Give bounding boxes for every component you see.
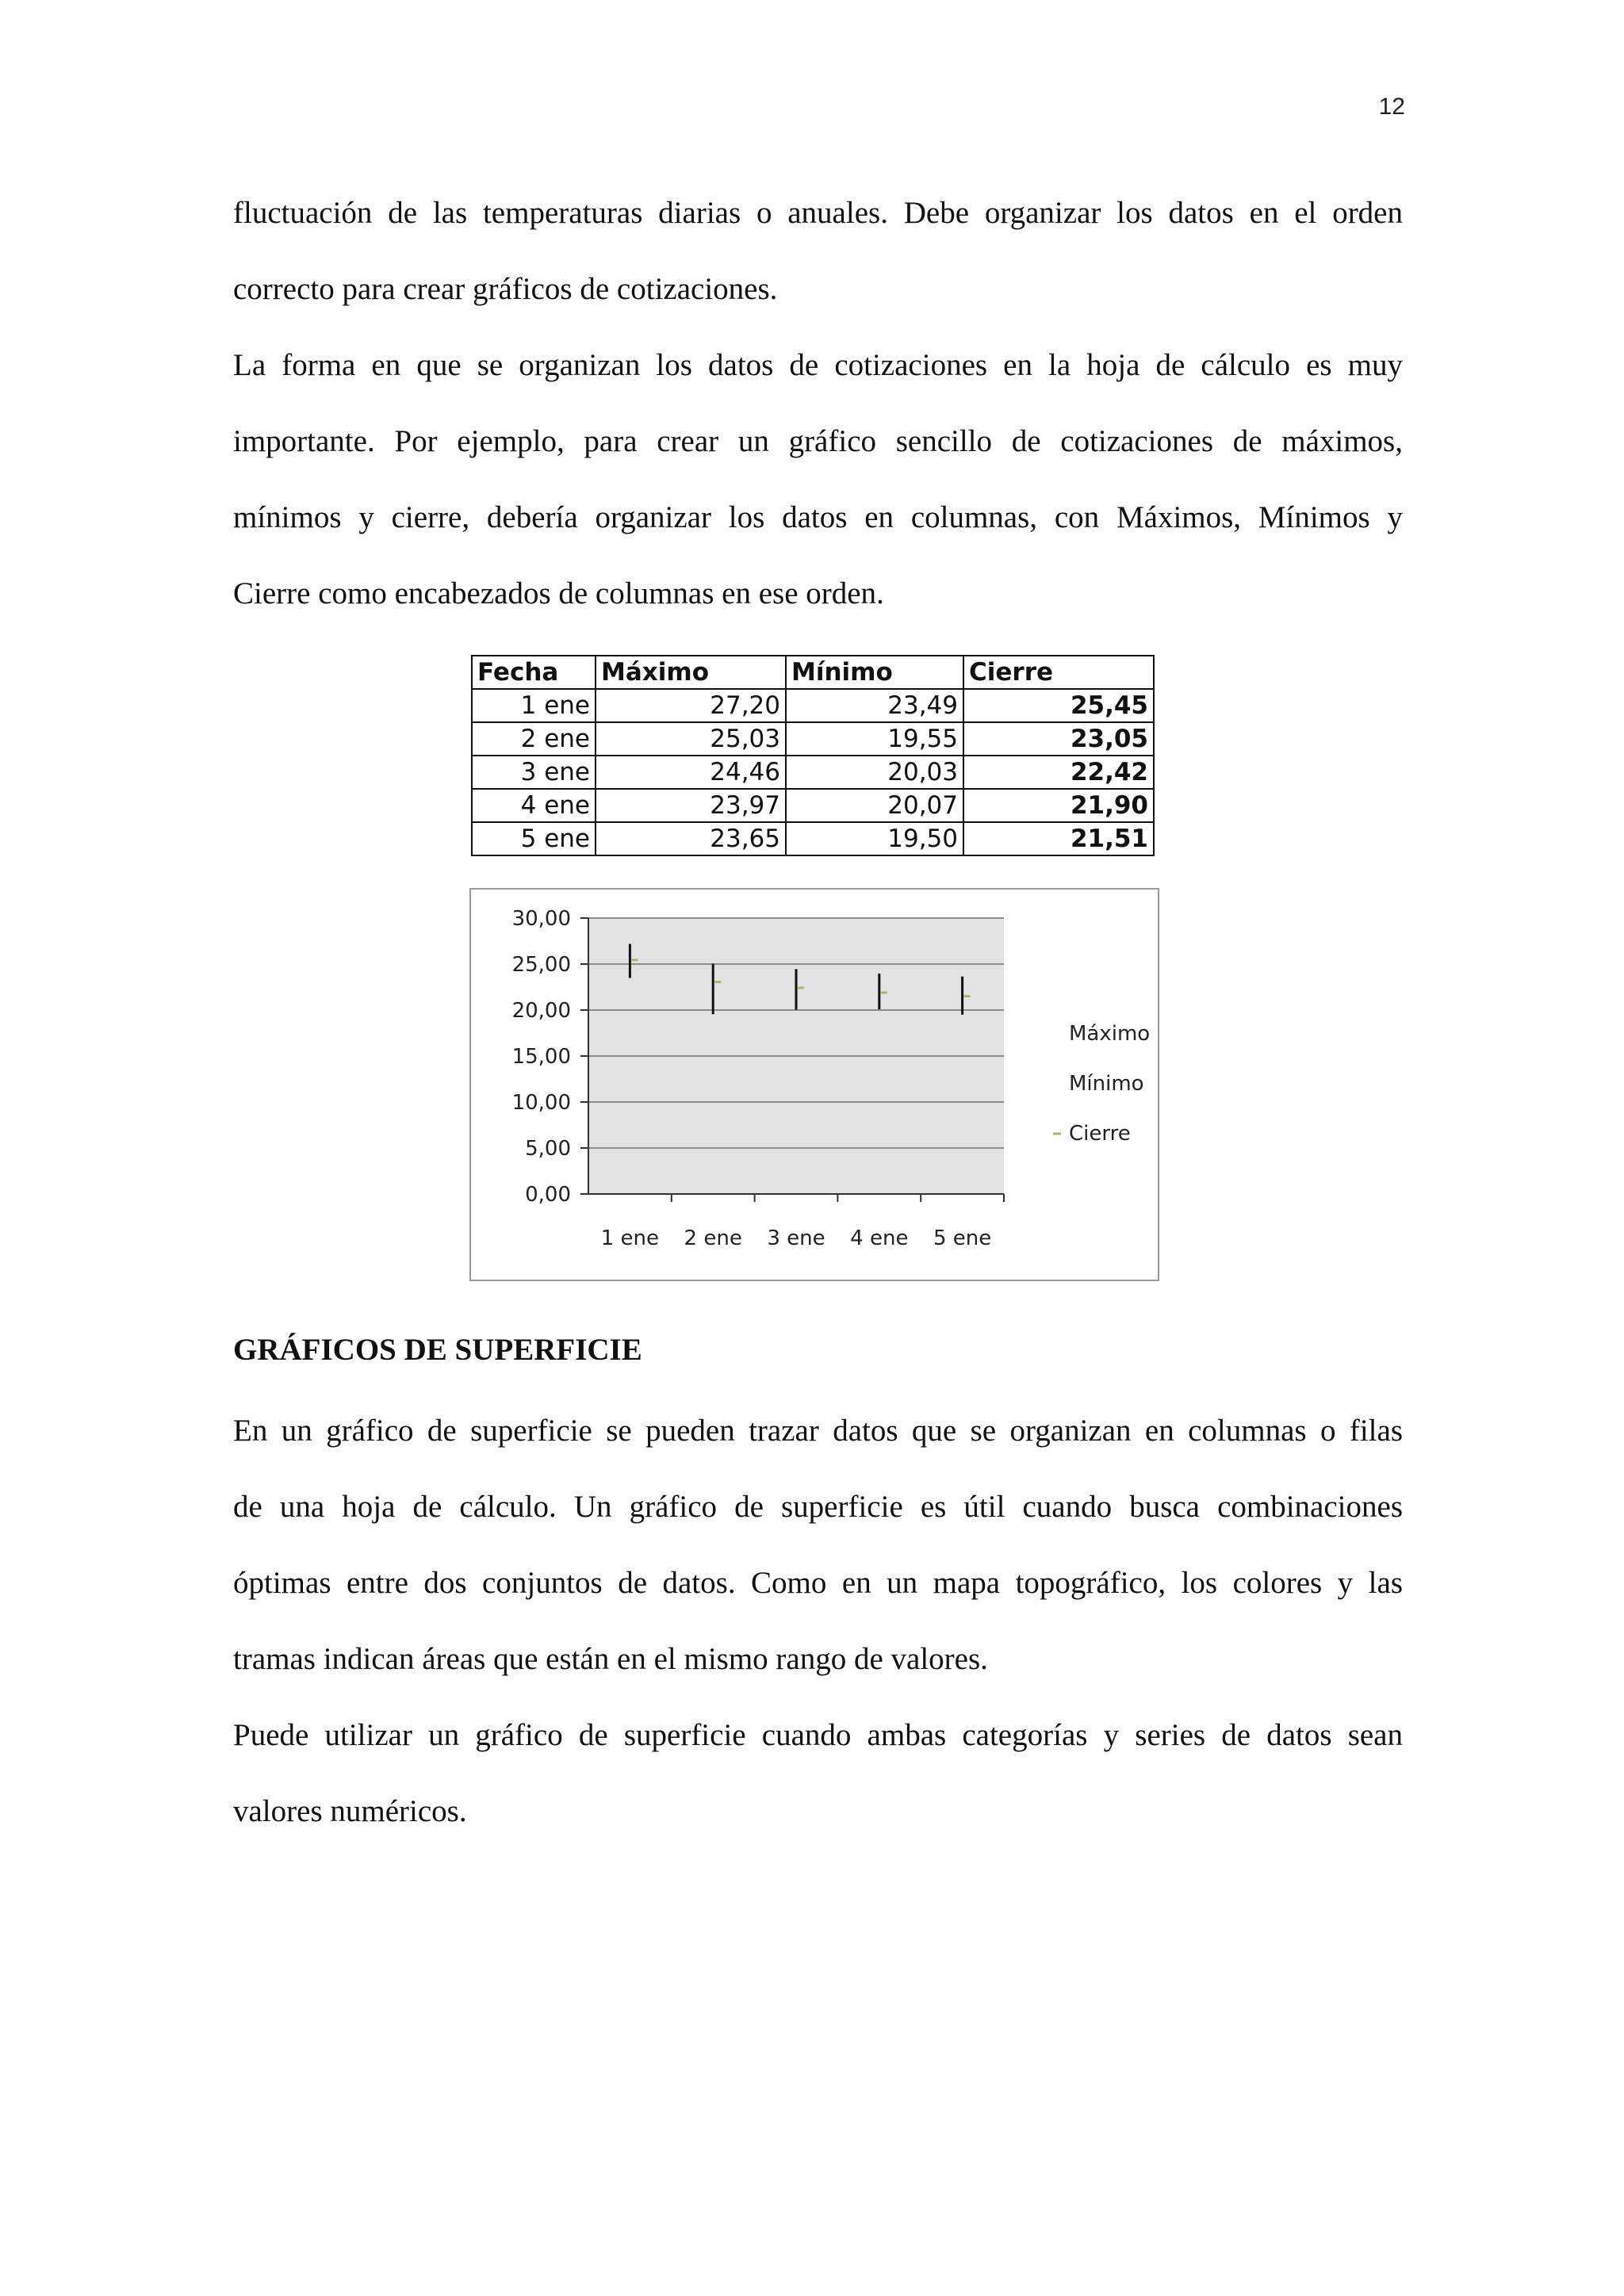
stock-data-table: [471, 655, 1155, 856]
header-cierre: Cierre: [963, 656, 1154, 689]
cell-minimo: 19,55: [786, 722, 963, 756]
text-line: Cierre como encabezados de columnas en ese orden.: [233, 576, 884, 610]
x-tick-label: 5 ene: [933, 1226, 992, 1250]
text-line: mínimos y cierre, debería organizar los datos en columnas, con Máximos, Mínimos y: [233, 500, 1403, 534]
cell-fecha: 3 ene: [472, 756, 596, 789]
cell-fecha: 5 ene: [472, 822, 596, 855]
paragraph-data-organization: [233, 327, 1403, 632]
cell-maximo: 24,46: [596, 756, 786, 789]
page-number: 12: [1378, 94, 1405, 120]
table-row: [472, 789, 1154, 822]
cell-fecha: 1 ene: [472, 689, 596, 722]
y-tick-label: 15,00: [511, 1045, 571, 1069]
text-line: tramas indican áreas que están en el mismo rango de valores.: [233, 1642, 988, 1676]
cell-maximo: 25,03: [596, 722, 786, 756]
cell-cierre: 21,90: [963, 789, 1154, 822]
cell-maximo: 27,20: [596, 689, 786, 722]
x-tick-label: 1 ene: [600, 1226, 660, 1250]
cell-cierre: 21,51: [963, 822, 1154, 855]
legend-label: Cierre: [1069, 1122, 1131, 1146]
paragraph-surface-usage: [233, 1697, 1403, 1850]
text-line: La forma en que se organizan los datos de cotizaciones en la hoja de cálculo es muy: [233, 348, 1403, 382]
table-row: [472, 822, 1154, 855]
legend-label: Mínimo: [1069, 1072, 1144, 1096]
paragraph-surface-chart: [233, 1393, 1403, 1697]
cell-fecha: 2 ene: [472, 722, 596, 756]
y-tick-label: 5,00: [525, 1137, 571, 1161]
table-row: [472, 689, 1154, 722]
text-line: Puede utilizar un gráfico de superficie cuando ambas categorías y series de datos sean: [233, 1718, 1403, 1752]
table-row: [472, 722, 1154, 756]
table-header-row: [472, 656, 1154, 689]
x-tick-label: 3 ene: [767, 1226, 825, 1250]
cell-minimo: 19,50: [786, 822, 963, 855]
text-line: correcto para crear gráficos de cotizaciones.: [233, 272, 778, 306]
text-line: En un gráfico de superficie se pueden trazar datos que se organizan en columnas o filas: [233, 1414, 1403, 1448]
x-tick-label: 2 ene: [684, 1226, 742, 1250]
cell-cierre: 23,05: [963, 722, 1154, 756]
cell-maximo: 23,97: [596, 789, 786, 822]
cell-minimo: 23,49: [786, 689, 963, 722]
text-line: importante. Por ejemplo, para crear un gráfico sencillo de cotizaciones de máximos,: [233, 424, 1403, 458]
text-line: fluctuación de las temperaturas diarias o anuales. Debe organizar los datos en el orden: [233, 196, 1403, 230]
table-row: [472, 756, 1154, 789]
cell-fecha: 4 ene: [472, 789, 596, 822]
y-tick-label: 30,00: [511, 907, 571, 931]
cell-minimo: 20,07: [786, 789, 963, 822]
stock-chart-svg: [471, 890, 1158, 1280]
text-line: de una hoja de cálculo. Un gráfico de superficie es útil cuando busca combinaciones: [233, 1490, 1403, 1524]
paragraph-intro: [233, 175, 1403, 327]
section-heading: GRÁFICOS DE SUPERFICIE: [233, 1333, 642, 1367]
cell-cierre: 22,42: [963, 756, 1154, 789]
legend-label: Máximo: [1069, 1022, 1151, 1046]
stock-chart: [469, 888, 1159, 1281]
text-line: óptimas entre dos conjuntos de datos. Como en un mapa topográfico, los colores y las: [233, 1566, 1403, 1600]
header-maximo: Máximo: [596, 656, 786, 689]
cell-maximo: 23,65: [596, 822, 786, 855]
cell-cierre: 25,45: [963, 689, 1154, 722]
header-fecha: Fecha: [472, 656, 596, 689]
header-minimo: Mínimo: [786, 656, 963, 689]
y-tick-label: 25,00: [511, 953, 571, 977]
y-tick-label: 10,00: [511, 1091, 571, 1115]
y-tick-label: 20,00: [511, 999, 571, 1023]
y-tick-label: 0,00: [525, 1183, 571, 1207]
x-tick-label: 4 ene: [850, 1226, 909, 1250]
cell-minimo: 20,03: [786, 756, 963, 789]
text-line: valores numéricos.: [233, 1794, 467, 1828]
